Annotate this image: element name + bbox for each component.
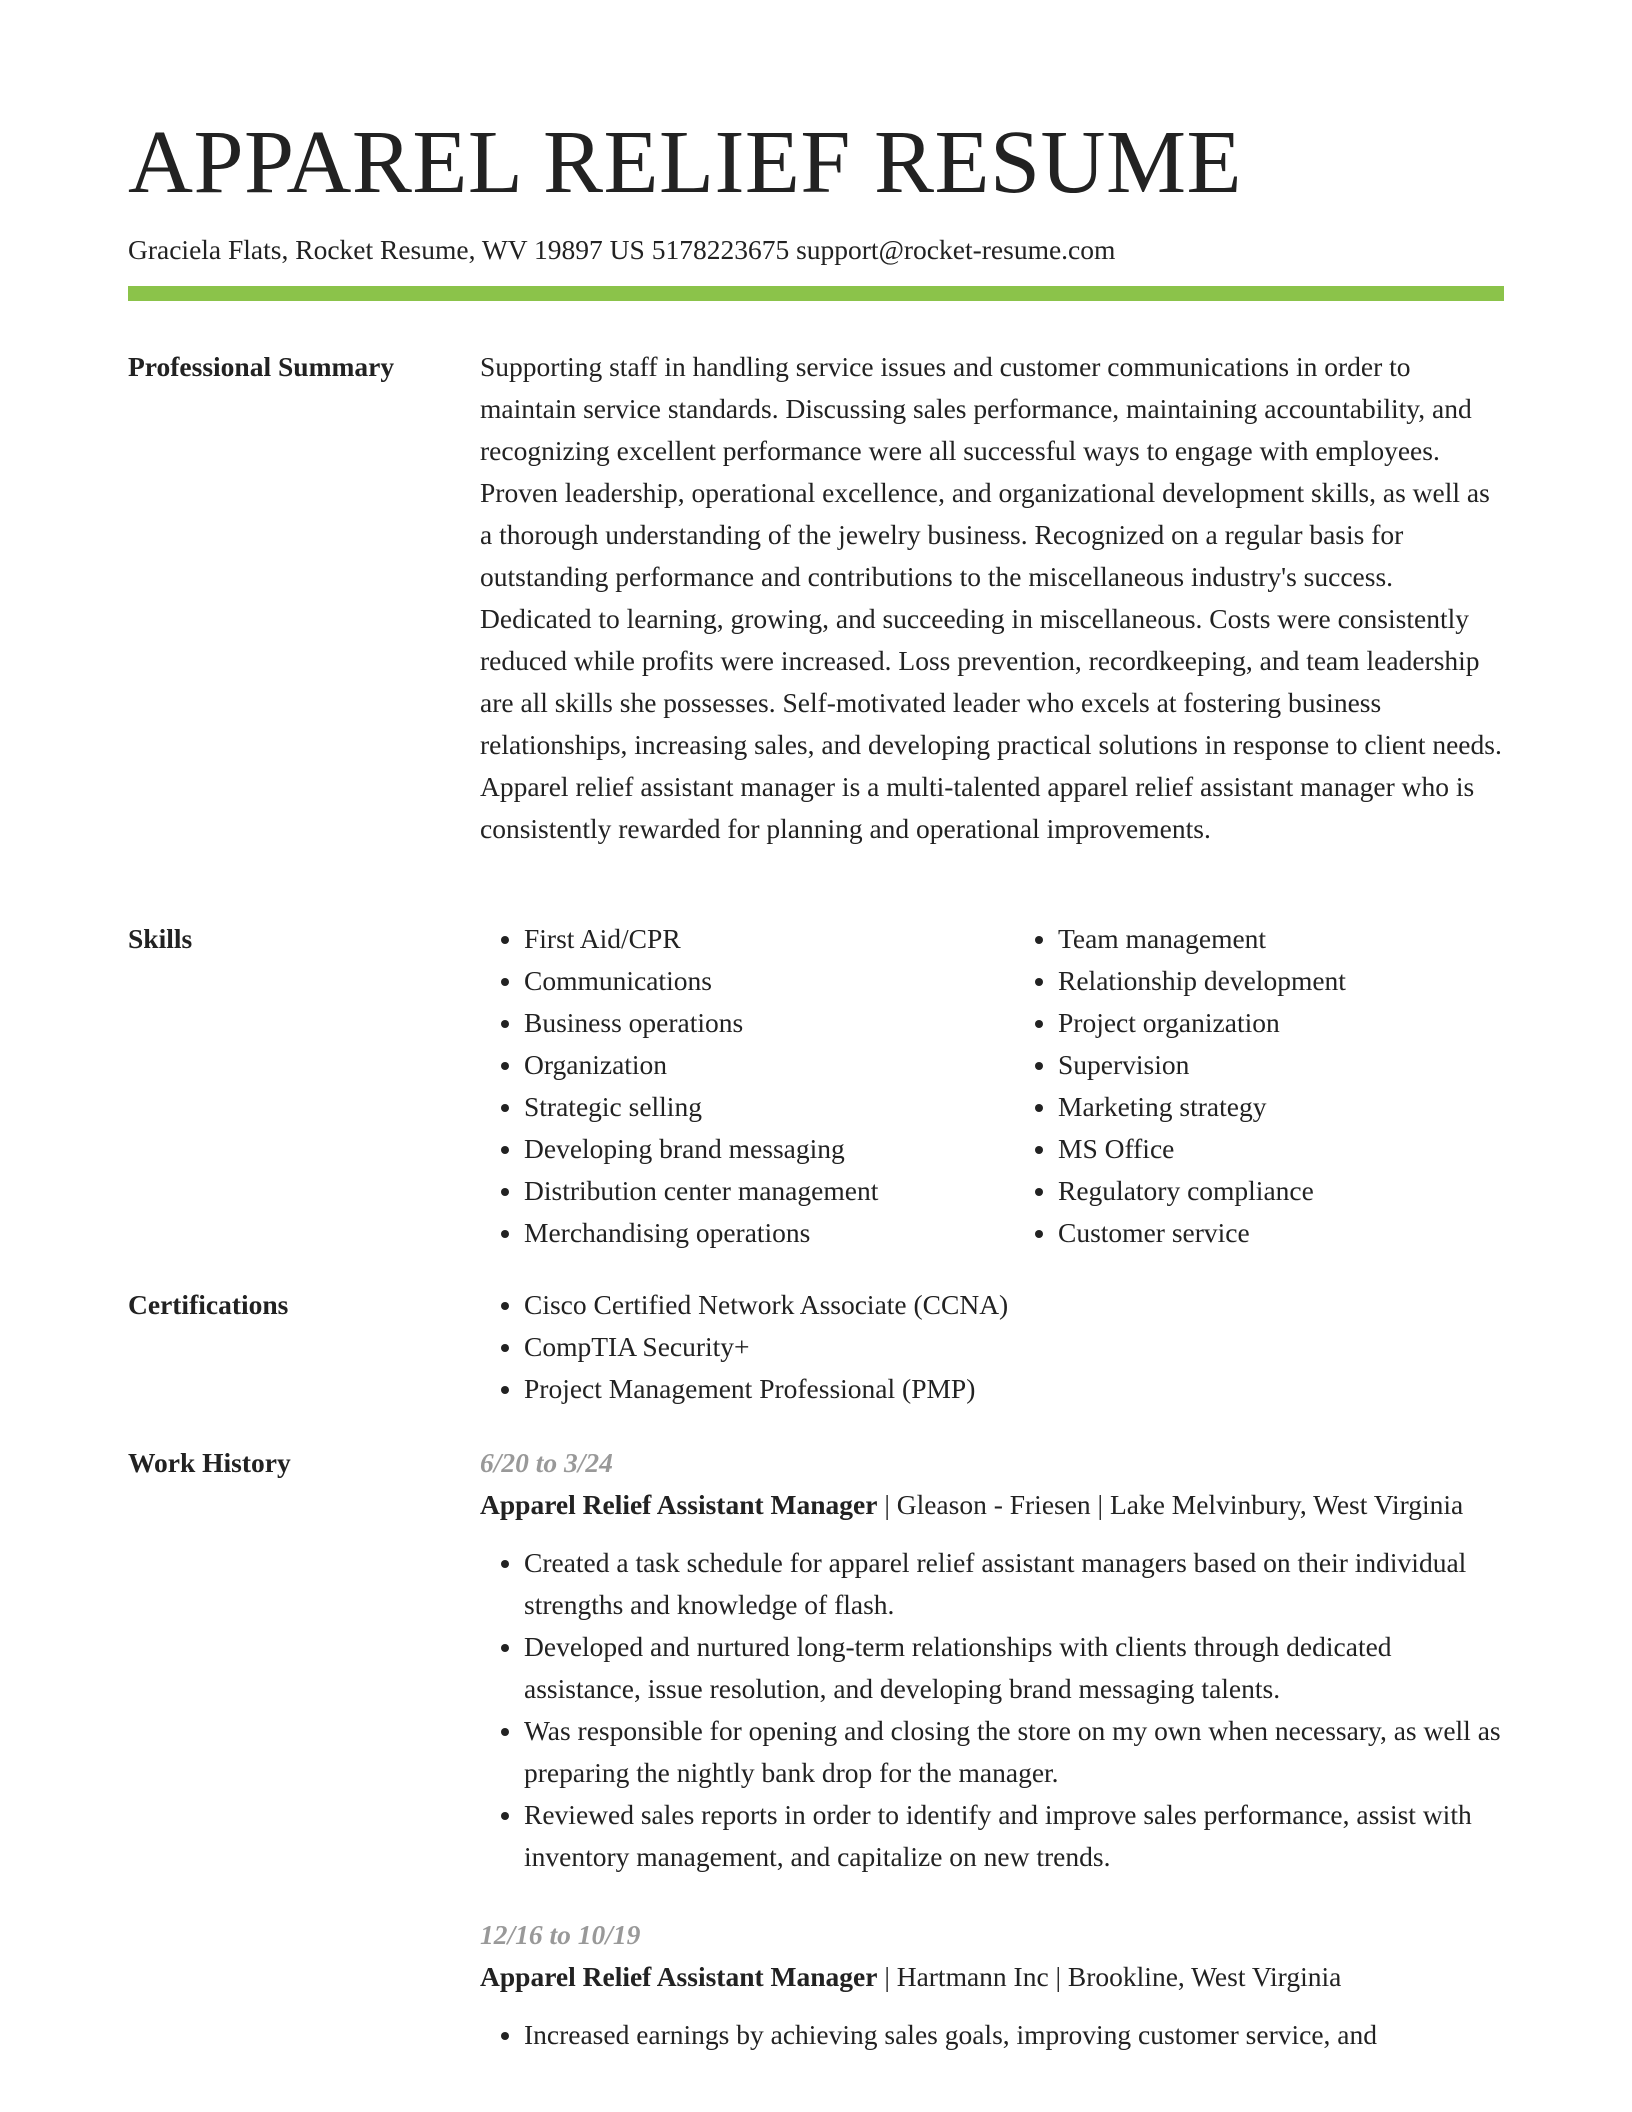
contact-line: Graciela Flats, Rocket Resume, WV 19897 US 5178223675 support@rocket-resume.com — [128, 234, 1116, 265]
job-bullet: • Reviewed sales reports in order to identify and improve sales performance, assist with inventory management, and capitalize on new trends. — [524, 1794, 1504, 1878]
resume-title: APPAREL RELIEF RESUME — [128, 113, 1243, 212]
skill-item: • Communications — [524, 960, 970, 1002]
skill-item: • Business operations — [524, 1002, 970, 1044]
job-details: | Hartmann Inc | Brookline, West Virginia — [877, 1961, 1342, 1992]
skill-item: • Regulatory compliance — [1058, 1170, 1504, 1212]
skill-item: • Supervision — [1058, 1044, 1504, 1086]
skill-item: • Distribution center management — [524, 1170, 970, 1212]
job-dates: 12/16 to 10/19 — [480, 1919, 641, 1950]
summary-text: Supporting staff in handling service issues and customer communications in order to maintain service standards. Discussing sales performance, maintaining accountability, and recognizing excellent performance were all successful ways to engage with employees. Proven leadership, operational excellence, and organizational development skills, as well as a thorough understanding of the jewelry business. Recognized on a regular basis for outstanding performance and contributions to the miscellaneous industry's success. Dedicated to learning, growing, and succeeding in miscellaneous. Costs were consistently reduced while profits were increased. Loss prevention, recordkeeping, and team leadership are all skills she possesses. Self-motivated leader who excels at fostering business relationships, increasing sales, and developing practical solutions in response to client needs. Apparel relief assistant manager is a multi-talented apparel relief assistant manager who is consistently rewarded for planning and operational improvements. — [480, 351, 1502, 844]
skills-body — [480, 918, 1504, 1254]
certifications-list — [480, 1284, 1504, 1410]
certification-item: • CompTIA Security+ — [524, 1326, 1504, 1368]
skill-item: • Marketing strategy — [1058, 1086, 1504, 1128]
summary-label: Professional Summary — [128, 351, 395, 382]
skill-item: • Merchandising operations — [524, 1212, 970, 1254]
summary-body — [480, 346, 1504, 850]
skill-item: • Strategic selling — [524, 1086, 970, 1128]
job-bullets — [480, 2014, 1504, 2056]
certifications-body — [480, 1284, 1504, 1410]
skill-item: • Customer service — [1058, 1212, 1504, 1254]
job-bullet: • Developed and nurtured long-term relationships with clients through dedicated assistance, issue resolution, and developing brand messaging talents. — [524, 1626, 1504, 1710]
job-entry — [480, 1442, 1504, 1878]
skills-list-left — [480, 918, 970, 1254]
job-bullet: • Increased earnings by achieving sales goals, improving customer service, and — [524, 2014, 1504, 2056]
certification-item: • Project Management Professional (PMP) — [524, 1368, 1504, 1410]
skill-item: • First Aid/CPR — [524, 918, 970, 960]
job-title: Apparel Relief Assistant Manager — [480, 1489, 878, 1520]
work-history-label: Work History — [128, 1447, 291, 1478]
job-bullet: • Was responsible for opening and closing the store on my own when necessary, as well as preparing the nightly bank drop for the manager. — [524, 1710, 1504, 1794]
job-details: | Gleason - Friesen | Lake Melvinbury, West Virginia — [877, 1489, 1464, 1520]
skill-item: • Organization — [524, 1044, 970, 1086]
skills-label: Skills — [128, 923, 193, 954]
job-bullet: • Created a task schedule for apparel relief assistant managers based on their individual strengths and knowledge of flash. — [524, 1542, 1504, 1626]
job-title: Apparel Relief Assistant Manager — [480, 1961, 878, 1992]
job-heading — [480, 1484, 1504, 1526]
certifications-label: Certifications — [128, 1289, 289, 1320]
skill-item: • MS Office — [1058, 1128, 1504, 1170]
job-dates: 6/20 to 3/24 — [480, 1447, 613, 1478]
skill-item: • Developing brand messaging — [524, 1128, 970, 1170]
job-bullets — [480, 1542, 1504, 1878]
header-accent-rule — [128, 286, 1504, 301]
skill-item: • Project organization — [1058, 1002, 1504, 1044]
skill-item: • Relationship development — [1058, 960, 1504, 1002]
work-history-body — [480, 1442, 1504, 2092]
skill-item: • Team management — [1058, 918, 1504, 960]
job-heading — [480, 1956, 1504, 1998]
skills-list-right — [1014, 918, 1504, 1254]
job-entry — [480, 1914, 1504, 2056]
certification-item: • Cisco Certified Network Associate (CCNA) — [524, 1284, 1504, 1326]
